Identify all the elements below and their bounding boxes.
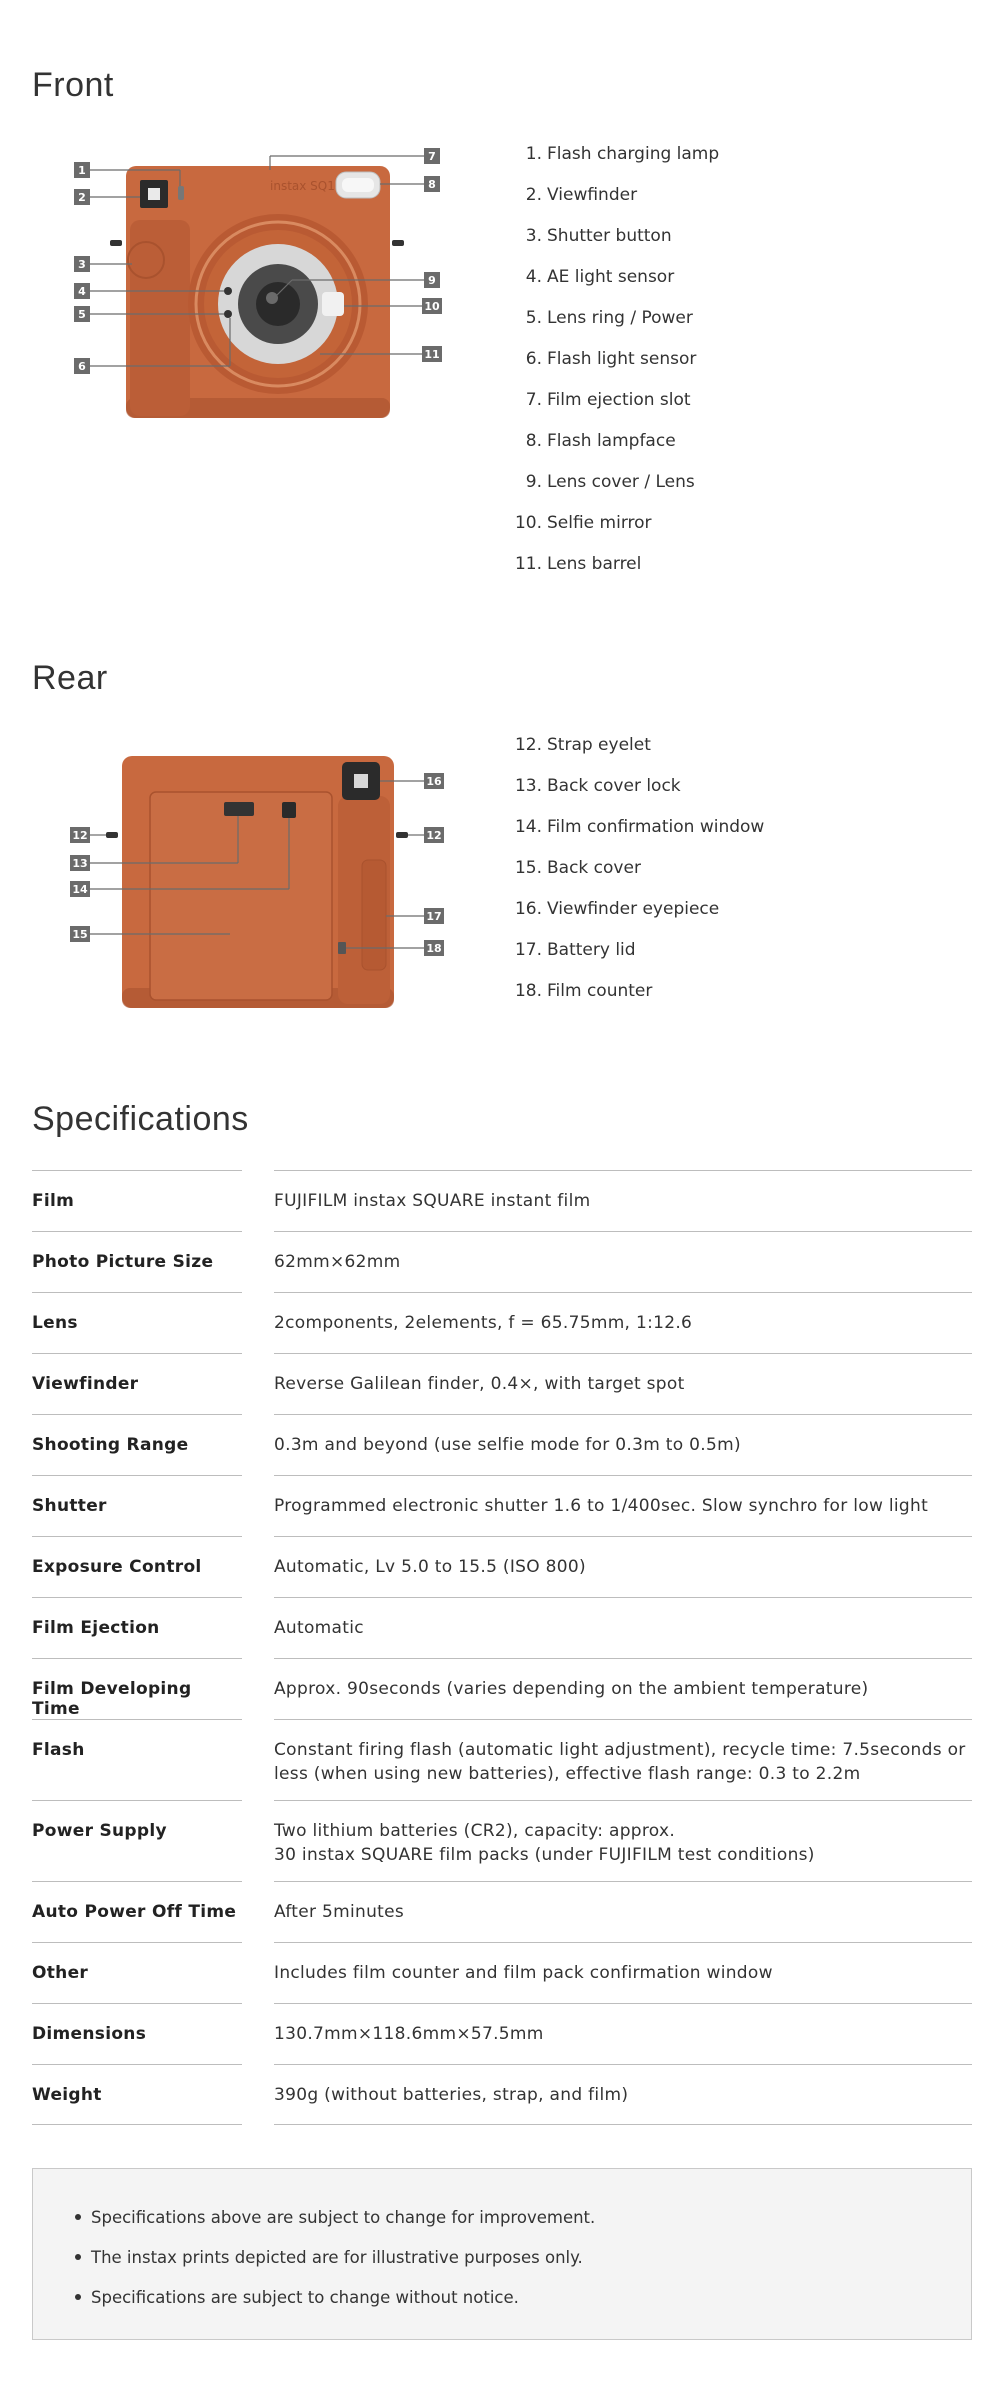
- ae-light-sensor: [224, 287, 232, 295]
- spec-label: Dimensions: [32, 2003, 242, 2064]
- back-cover-lock: [224, 802, 254, 816]
- svg-text:1: 1: [78, 164, 86, 177]
- strap-eyelet-right: [392, 240, 404, 246]
- callout-8: [424, 176, 440, 192]
- list-item: 4. AE light sensor: [525, 266, 675, 287]
- table-row: [32, 1536, 972, 1597]
- callout-17: [424, 908, 444, 924]
- list-item: 18. Film counter: [514, 980, 653, 1001]
- spec-value: FUJIFILM instax SQUARE instant film: [274, 1170, 972, 1231]
- svg-text:15: 15: [72, 928, 88, 941]
- callout-12-right: [424, 827, 444, 843]
- notes-box: [32, 2168, 972, 2340]
- battery-lid: [362, 860, 386, 970]
- camera-logo: instax SQ1: [270, 179, 335, 193]
- spec-value: Two lithium batteries (CR2), capacity: approx. 30 instax SQUARE film packs (under FUJIFILM test conditions): [274, 1800, 972, 1881]
- spec-value: 130.7mm×118.6mm×57.5mm: [274, 2003, 972, 2064]
- svg-text:17: 17: [426, 910, 442, 923]
- table-row: [32, 1658, 972, 1719]
- bullet-icon: [75, 2214, 81, 2220]
- list-item: 6. Flash light sensor: [525, 348, 697, 369]
- table-row: [32, 1800, 972, 1881]
- spec-value: 62mm×62mm: [274, 1231, 972, 1292]
- callout-4: [74, 283, 90, 299]
- spec-value: Automatic, Lv 5.0 to 15.5 (ISO 800): [274, 1536, 972, 1597]
- svg-text:9: 9: [428, 274, 436, 287]
- table-row: [32, 1597, 972, 1658]
- spec-value: Approx. 90seconds (varies depending on the ambient temperature): [274, 1658, 972, 1719]
- rear-camera-diagram: [60, 752, 480, 1014]
- svg-text:14: 14: [72, 883, 88, 896]
- spec-label: Shooting Range: [32, 1414, 242, 1475]
- bullet-icon: [75, 2254, 81, 2260]
- callout-14: [70, 881, 90, 897]
- callout-1: [74, 162, 90, 178]
- list-item: 3. Shutter button: [525, 225, 672, 246]
- spec-label: Weight: [32, 2064, 242, 2125]
- list-item: 14. Film confirmation window: [514, 816, 765, 837]
- list-item: 17. Battery lid: [514, 939, 636, 960]
- back-cover: [150, 792, 332, 1000]
- spec-value: 390g (without batteries, strap, and film): [274, 2064, 972, 2125]
- table-row: [32, 1881, 972, 1942]
- list-item: Specifications are subject to change without notice.: [75, 2277, 971, 2317]
- spec-label: Power Supply: [32, 1800, 242, 1881]
- svg-text:16: 16: [426, 775, 442, 788]
- callout-13: [70, 855, 90, 871]
- svg-text:11: 11: [424, 348, 440, 361]
- spec-label: Film Ejection: [32, 1597, 242, 1658]
- list-item: 11. Lens barrel: [514, 553, 642, 574]
- spec-label: Viewfinder: [32, 1353, 242, 1414]
- list-item: 8. Flash lampface: [525, 430, 676, 451]
- list-item: The instax prints depicted are for illustrative purposes only.: [75, 2237, 971, 2277]
- list-item: 2. Viewfinder: [525, 184, 638, 205]
- spec-label: Exposure Control: [32, 1536, 242, 1597]
- svg-text:12: 12: [426, 829, 442, 842]
- svg-text:12: 12: [72, 829, 88, 842]
- callout-16: [424, 773, 444, 789]
- callout-18: [424, 940, 444, 956]
- svg-text:8: 8: [428, 178, 436, 191]
- callout-5: [74, 306, 90, 322]
- spec-value: Programmed electronic shutter 1.6 to 1/400sec. Slow synchro for low light: [274, 1475, 972, 1536]
- spec-label: Shutter: [32, 1475, 242, 1536]
- selfie-mirror: [322, 292, 344, 316]
- table-row: [32, 1292, 972, 1353]
- svg-text:13: 13: [72, 857, 88, 870]
- table-row: [32, 1414, 972, 1475]
- callout-10: [422, 298, 442, 314]
- specifications-title: Specifications: [32, 1100, 249, 1138]
- list-item: 10. Selfie mirror: [514, 512, 652, 533]
- list-item: 16. Viewfinder eyepiece: [514, 898, 720, 919]
- flash-light-sensor: [224, 310, 232, 318]
- list-item: 12. Strap eyelet: [514, 734, 651, 755]
- svg-text:5: 5: [78, 308, 86, 321]
- list-item: 9. Lens cover / Lens: [525, 471, 695, 492]
- film-counter: [338, 942, 346, 954]
- spec-value: Automatic: [274, 1597, 972, 1658]
- callout-9: [424, 272, 440, 288]
- svg-text:18: 18: [426, 942, 442, 955]
- callout-6: [74, 358, 90, 374]
- list-item: 7. Film ejection slot: [525, 389, 691, 410]
- strap-eyelet-right: [396, 832, 408, 838]
- svg-text:6: 6: [78, 360, 86, 373]
- strap-eyelet-left: [106, 832, 118, 838]
- flash-charging-lamp: [178, 186, 184, 200]
- spec-label: Flash: [32, 1719, 242, 1800]
- spec-label: Lens: [32, 1292, 242, 1353]
- spec-value: 2components, 2elements, f = 65.75mm, 1:12.6: [274, 1292, 972, 1353]
- list-item: 1. Flash charging lamp: [525, 143, 720, 164]
- rear-parts-list: [512, 724, 952, 1011]
- spec-label: Other: [32, 1942, 242, 2003]
- table-row: [32, 1353, 972, 1414]
- spec-value: After 5minutes: [274, 1881, 972, 1942]
- table-row: [32, 1170, 972, 1231]
- table-row: [32, 1719, 972, 1800]
- spec-label: Photo Picture Size: [32, 1231, 242, 1292]
- list-item: 5. Lens ring / Power: [525, 307, 693, 328]
- callout-3: [74, 256, 90, 272]
- strap-eyelet-left: [110, 240, 122, 246]
- spec-value: Constant firing flash (automatic light adjustment), recycle time: 7.5seconds or less (when using new batteries), effective flash range: 0.3 to 2.2m: [274, 1719, 972, 1800]
- callout-2: [74, 189, 90, 205]
- svg-text:2: 2: [78, 191, 86, 204]
- callout-15: [70, 926, 90, 942]
- front-parts-list: [512, 133, 952, 584]
- svg-text:3: 3: [78, 258, 86, 271]
- table-row: [32, 1231, 972, 1292]
- specifications-table: [32, 1170, 972, 2125]
- svg-text:10: 10: [424, 300, 440, 313]
- front-camera-diagram: [60, 148, 480, 428]
- list-item: Specifications above are subject to change for improvement.: [75, 2197, 971, 2237]
- spec-label: Film Developing Time: [32, 1658, 242, 1719]
- list-item: 15. Back cover: [514, 857, 641, 878]
- bullet-icon: [75, 2294, 81, 2300]
- spec-label: Auto Power Off Time: [32, 1881, 242, 1942]
- callout-12-left: [70, 827, 90, 843]
- svg-text:4: 4: [78, 285, 86, 298]
- svg-text:7: 7: [428, 150, 436, 163]
- list-item: 13. Back cover lock: [514, 775, 681, 796]
- table-row: [32, 2003, 972, 2064]
- spec-label: Film: [32, 1170, 242, 1231]
- table-row: [32, 1942, 972, 2003]
- film-confirmation-window: [282, 802, 296, 818]
- table-row: [32, 2064, 972, 2125]
- rear-section-title: Rear: [32, 659, 108, 697]
- spec-value: 0.3m and beyond (use selfie mode for 0.3m to 0.5m): [274, 1414, 972, 1475]
- front-section-title: Front: [32, 66, 114, 104]
- callout-11: [422, 346, 442, 362]
- spec-value: Reverse Galilean finder, 0.4×, with target spot: [274, 1353, 972, 1414]
- spec-value: Includes film counter and film pack confirmation window: [274, 1942, 972, 2003]
- table-row: [32, 1475, 972, 1536]
- callout-7: [424, 148, 440, 164]
